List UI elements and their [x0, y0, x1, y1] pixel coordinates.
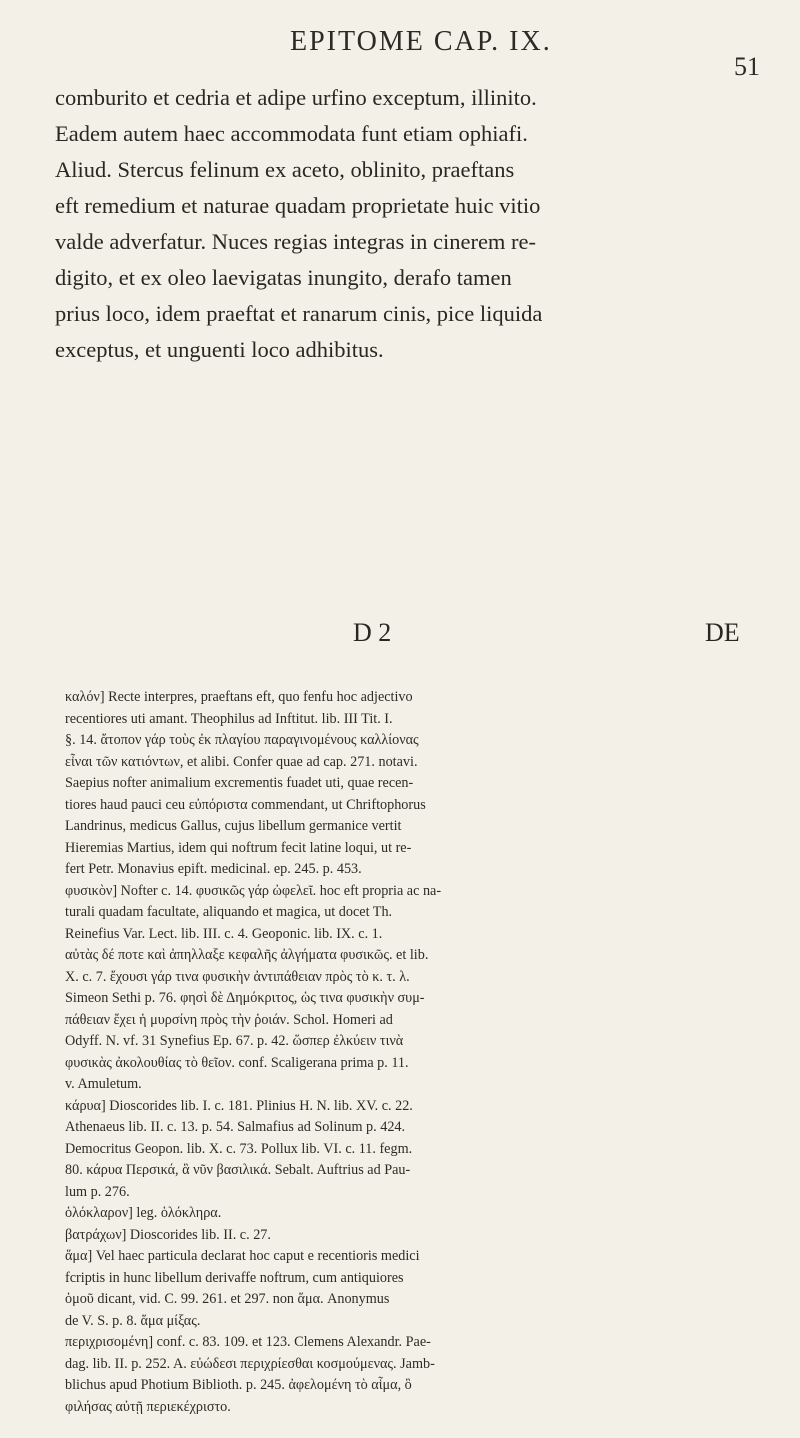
- main-text-line: Eadem autem haec accommodata funt etiam ophiafi.: [55, 121, 528, 146]
- footnote-line: Athenaeus lib. II. c. 13. p. 54. Salmafius ad Solinum p. 424.: [65, 1119, 406, 1135]
- catchword: DE: [705, 618, 740, 647]
- footnote-line: blichus apud Photium Biblioth. p. 245. ἀφελομένη τὸ αἷμα, ὃ: [65, 1377, 412, 1393]
- footnote: [65, 1096, 765, 1204]
- footnote-line: Landrinus, medicus Gallus, cujus libellum germanice vertit: [65, 818, 402, 834]
- footnote-line: 80. κάρυα Περσικά, ἃ νῦν βασιλικά. Sebalt. Auftrius ad Pau-: [65, 1162, 411, 1178]
- main-text-line: eft remedium et naturae quadam proprietate huic vitio: [55, 193, 541, 218]
- footnote-line: περιχρισομένη] conf. c. 83. 109. et 123. Clemens Alexandr. Pae-: [65, 1334, 431, 1350]
- footnote-line: recentiores uti amant. Theophilus ad Inftitut. lib. III Tit. I.: [65, 710, 393, 727]
- footnote-line: X. c. 7. ἔχουσι γάρ τινα φυσικὴν ἀντιπάθειαν πρὸς τὸ κ. τ. λ.: [65, 968, 410, 985]
- footnote-line: §. 14. ἄτοπον γάρ τοὺς ἐκ πλαγίου παραγινομένους καλλίονας: [65, 732, 419, 748]
- footnote: [65, 1203, 765, 1225]
- footnote: [65, 881, 765, 1096]
- footnote: [65, 1332, 765, 1418]
- footnote-line: lum p. 276.: [65, 1183, 130, 1200]
- running-title: EPITOME CAP. IX.: [290, 26, 552, 57]
- signature-mark: D 2: [353, 618, 392, 647]
- footnote-line: Saepius nofter animalium excrementis fuadet uti, quae recen-: [65, 775, 414, 791]
- main-text-line: exceptus, et unguenti loco adhibitus.: [55, 337, 384, 362]
- footnote-line: Hieremias Martius, idem qui noftrum fecit latine loqui, ut re-: [65, 839, 412, 856]
- footnote-line: de V. S. p. 8. ἅμα μίξας.: [65, 1312, 201, 1329]
- footnote-line: πάθειαν ἔχει ἡ μυρσίνη πρὸς τὴν ῥοιάν. Schol. Homeri ad: [65, 1011, 393, 1028]
- footnote-line: Democritus Geopon. lib. X. c. 73. Pollux lib. VI. c. 11. fegm.: [65, 1140, 413, 1157]
- footnote-line: Reinefius Var. Lect. lib. III. c. 4. Geoponic. lib. IX. c. 1.: [65, 925, 383, 942]
- main-text-line: digito, et ex oleo laevigatas inungito, derafo tamen: [55, 265, 512, 290]
- main-text-line: comburito et cedria et adipe urfino exceptum, illinito.: [55, 85, 537, 110]
- footnote-line: φιλήσας αὐτῇ περιεκέχριστο.: [65, 1398, 231, 1415]
- footnote-line: turali quadam facultate, aliquando et magica, ut docet Th.: [65, 904, 393, 920]
- main-text: [55, 80, 765, 368]
- running-head: [0, 10, 800, 81]
- footnote-line: Odyff. N. vf. 31 Synefius Ep. 67. p. 42. ὥσπερ ἐλκύειν τινὰ: [65, 1033, 404, 1049]
- signature-row: [0, 618, 800, 658]
- footnotes: [65, 687, 765, 1418]
- footnote-line: ἅμα] Vel haec particula declarat hoc caput e recentioris medici: [65, 1248, 420, 1264]
- main-text-line: prius loco, idem praeftat et ranarum cinis, pice liquida: [55, 301, 543, 326]
- footnote-line: ὁλόκλαρον] leg. ὁλόκληρα.: [65, 1205, 222, 1221]
- footnote-line: φυσικὰς ἀκολουθίας τὸ θεῖον. conf. Scaligerana prima p. 11.: [65, 1054, 409, 1071]
- footnote-line: dag. lib. II. p. 252. A. εὐώδεσι περιχρίεσθαι κοσμούμενας. Jamb-: [65, 1355, 435, 1372]
- footnote-line: v. Amuletum.: [65, 1076, 142, 1092]
- footnote-line: fert Petr. Monavius epift. medicinal. ep. 245. p. 453.: [65, 861, 362, 877]
- footnote-line: fcriptis in hunc libellum derivaffe noftrum, cum antiquiores: [65, 1269, 404, 1286]
- footnote-line: ὁμοῦ dicant, vid. C. 99. 261. et 297. non ἅμα. Anonymus: [65, 1291, 390, 1307]
- main-text-line: valde adverfatur. Nuces regias integras in cinerem re-: [55, 229, 537, 254]
- footnote-line: εἶναι τῶν κατιόντων, et alibi. Confer quae ad cap. 271. notavi.: [65, 753, 418, 770]
- main-text-line: Aliud. Stercus felinum ex aceto, oblinito, praeftans: [55, 157, 515, 182]
- footnote: [65, 1246, 765, 1332]
- footnote: [65, 687, 765, 881]
- footnote-line: καλόν] Recte interpres, praeftans eft, quo fenfu hoc adjectivo: [65, 689, 413, 705]
- footnote-line: φυσικὸν] Nofter c. 14. φυσικῶς γάρ ὠφελεῖ. hoc eft propria ac na-: [65, 882, 442, 899]
- footnote-line: αὐτὰς δέ ποτε καὶ ἀπηλλαξε κεφαλῆς ἀλγήματα φυσικῶς. et lib.: [65, 947, 429, 963]
- page-number: 51: [734, 52, 760, 81]
- footnote-line: βατράχων] Dioscorides lib. II. c. 27.: [65, 1226, 271, 1243]
- footnote-line: κάρυα] Dioscorides lib. I. c. 181. Plinius H. N. lib. XV. c. 22.: [65, 1097, 413, 1114]
- footnote: [65, 1225, 765, 1247]
- footnote-line: tiores haud pauci ceu εὐπόριστα commendant, ut Chriftophorus: [65, 796, 426, 813]
- footnote-line: Simeon Sethi p. 76. φησὶ δὲ Δημόκριτος, ὡς τινα φυσικὴν συμ-: [65, 990, 425, 1006]
